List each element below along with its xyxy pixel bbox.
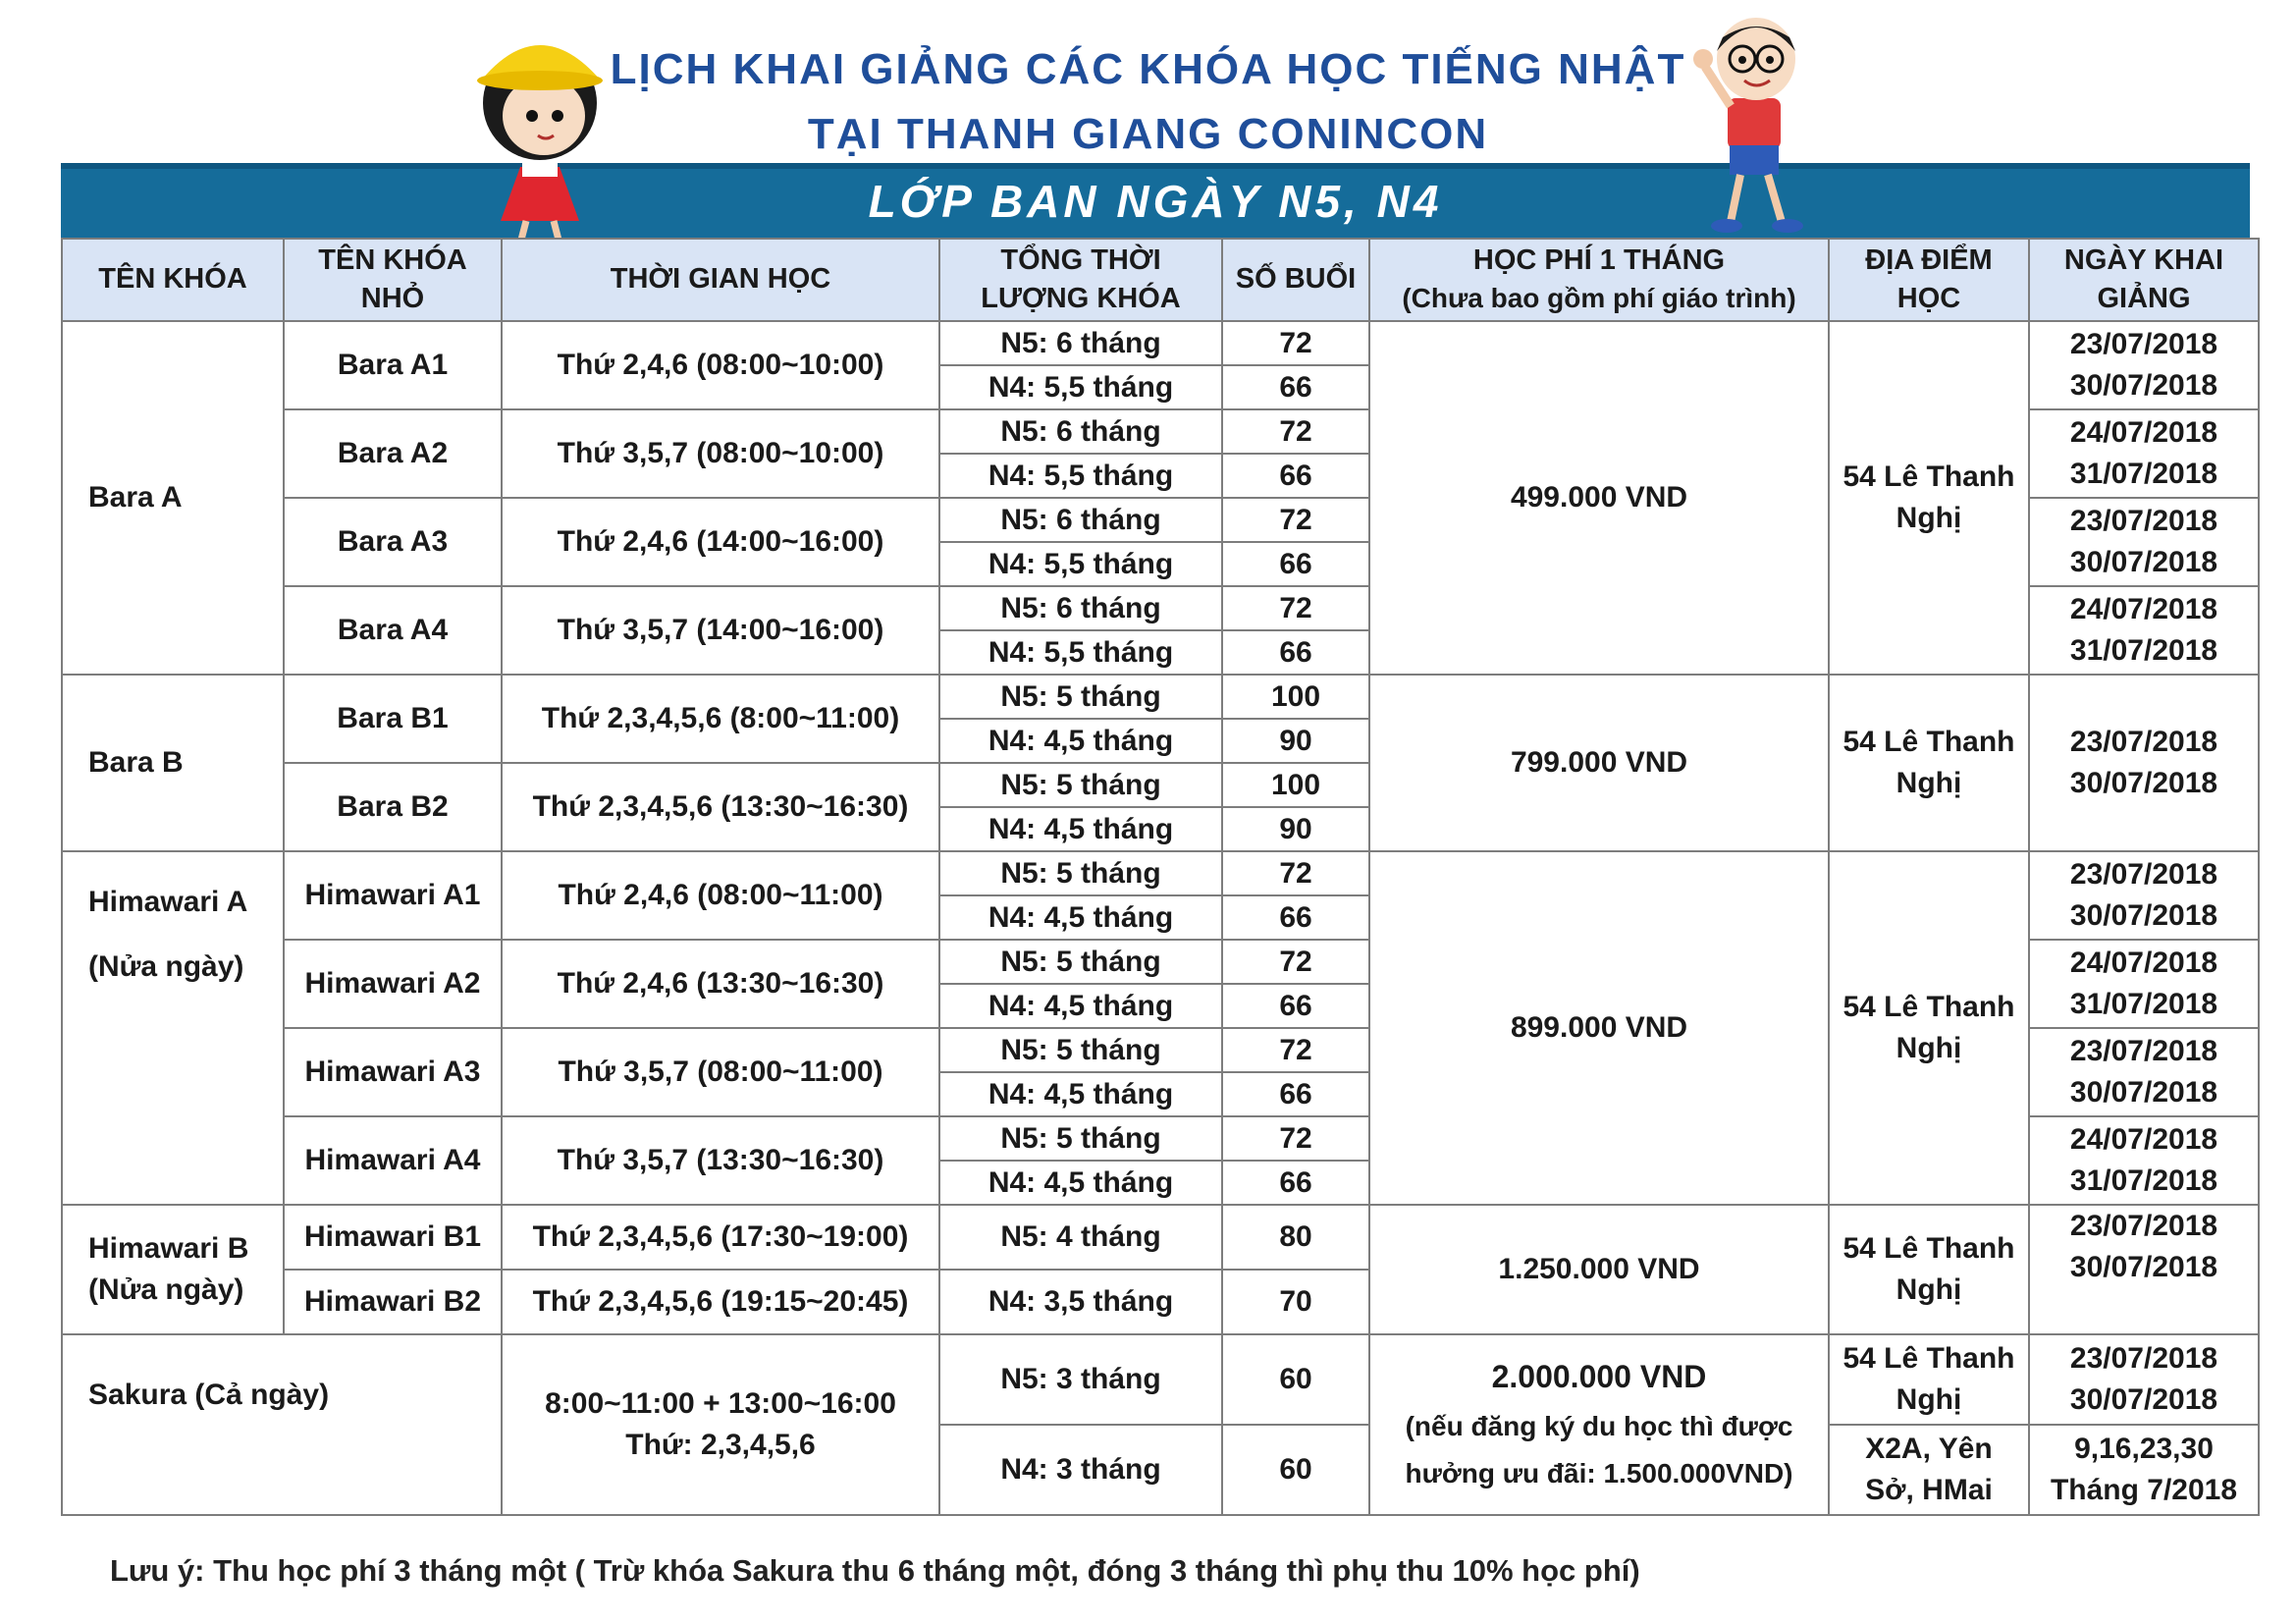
start-date: 24/07/2018 31/07/2018: [2029, 409, 2259, 498]
col-header-sessions: SỐ BUỔI: [1222, 239, 1369, 321]
section-banner: [61, 163, 2250, 238]
start-date: 23/07/2018 30/07/2018: [2029, 1028, 2259, 1116]
col-header-fee: HỌC PHÍ 1 THÁNG (Chưa bao gồm phí giáo trình): [1369, 239, 1829, 321]
class-name: Bara A1: [284, 321, 502, 409]
class-time: Thứ 2,3,4,5,6 (8:00~11:00): [502, 675, 939, 763]
duration: N4: 4,5 tháng: [939, 807, 1222, 851]
duration: N4: 4,5 tháng: [939, 984, 1222, 1028]
table-row: [62, 1334, 2259, 1425]
page-subtitle: TẠI THANH GIANG CONINCON: [807, 110, 1489, 158]
duration: N5: 5 tháng: [939, 851, 1222, 895]
sessions: 66: [1222, 984, 1369, 1028]
duration: N5: 5 tháng: [939, 1028, 1222, 1072]
fee: 1.250.000 VND: [1369, 1205, 1829, 1334]
col-header-duration: TỔNG THỜI LƯỢNG KHÓA: [939, 239, 1222, 321]
class-time: Thứ 2,3,4,5,6 (13:30~16:30): [502, 763, 939, 851]
sessions: 66: [1222, 1161, 1369, 1205]
table-row: [62, 675, 2259, 719]
course-name: Himawari B (Nửa ngày): [62, 1205, 284, 1334]
duration: N5: 5 tháng: [939, 763, 1222, 807]
duration: N4: 4,5 tháng: [939, 895, 1222, 940]
fee: 899.000 VND: [1369, 851, 1829, 1205]
start-date: 24/07/2018 31/07/2018: [2029, 940, 2259, 1028]
start-date: 24/07/2018 31/07/2018: [2029, 1116, 2259, 1205]
sessions: 60: [1222, 1334, 1369, 1425]
sessions: 72: [1222, 586, 1369, 630]
table-row: [62, 321, 2259, 365]
class-name: Himawari A2: [284, 940, 502, 1028]
class-time: Thứ 2,4,6 (08:00~11:00): [502, 851, 939, 940]
start-date: 23/07/2018 30/07/2018: [2029, 851, 2259, 940]
location: X2A, Yên Sở, HMai: [1829, 1425, 2029, 1515]
class-name: Bara A2: [284, 409, 502, 498]
start-date: 23/07/2018 30/07/2018: [2029, 498, 2259, 586]
girl-character-icon: [461, 20, 618, 245]
page-title: LỊCH KHAI GIẢNG CÁC KHÓA HỌC TIẾNG NHẬT: [610, 45, 1686, 93]
duration: N4: 5,5 tháng: [939, 542, 1222, 586]
col-header-start-date: NGÀY KHAI GIẢNG: [2029, 239, 2259, 321]
duration: N4: 4,5 tháng: [939, 1072, 1222, 1116]
class-name: Bara B1: [284, 675, 502, 763]
class-time: Thứ 2,4,6 (13:30~16:30): [502, 940, 939, 1028]
class-name: Himawari B2: [284, 1270, 502, 1334]
sessions: 66: [1222, 895, 1369, 940]
location: 54 Lê Thanh Nghị: [1829, 321, 2029, 675]
start-date: 23/07/2018 30/07/2018: [2029, 1334, 2259, 1425]
class-time: Thứ 2,4,6 (08:00~10:00): [502, 321, 939, 409]
boy-character-icon: [1683, 8, 1831, 239]
sessions: 72: [1222, 851, 1369, 895]
duration: N4: 4,5 tháng: [939, 1161, 1222, 1205]
class-name: Himawari B1: [284, 1205, 502, 1270]
duration: N5: 6 tháng: [939, 409, 1222, 454]
location: 54 Lê Thanh Nghị: [1829, 1334, 2029, 1425]
class-name: Himawari A4: [284, 1116, 502, 1205]
class-name: Himawari A1: [284, 851, 502, 940]
sessions: 66: [1222, 630, 1369, 675]
class-time: Thứ 3,5,7 (08:00~11:00): [502, 1028, 939, 1116]
duration: N5: 6 tháng: [939, 498, 1222, 542]
duration: N4: 4,5 tháng: [939, 719, 1222, 763]
duration: N5: 3 tháng: [939, 1334, 1222, 1425]
course-name: Bara B: [62, 675, 284, 851]
fee: 499.000 VND: [1369, 321, 1829, 675]
sessions: 90: [1222, 719, 1369, 763]
table-header-row: [62, 239, 2259, 321]
sessions: 72: [1222, 1028, 1369, 1072]
sessions: 100: [1222, 675, 1369, 719]
schedule-table: [61, 238, 2260, 1516]
class-time: Thứ 2,3,4,5,6 (19:15~20:45): [502, 1270, 939, 1334]
class-time: 8:00~11:00 + 13:00~16:00 Thứ: 2,3,4,5,6: [502, 1334, 939, 1515]
sessions: 72: [1222, 1116, 1369, 1161]
col-header-subcourse: TÊN KHÓA NHỎ: [284, 239, 502, 321]
duration: N5: 4 tháng: [939, 1205, 1222, 1270]
course-name: Bara A: [62, 321, 284, 675]
banner-title: LỚP BAN NGÀY N5, N4: [868, 176, 1443, 227]
location: 54 Lê Thanh Nghị: [1829, 675, 2029, 851]
sessions: 66: [1222, 365, 1369, 409]
fee: 799.000 VND: [1369, 675, 1829, 851]
sessions: 72: [1222, 498, 1369, 542]
location: 54 Lê Thanh Nghị: [1829, 851, 2029, 1205]
duration: N5: 5 tháng: [939, 940, 1222, 984]
duration: N4: 5,5 tháng: [939, 454, 1222, 498]
class-name: Bara A4: [284, 586, 502, 675]
col-header-time: THỜI GIAN HỌC: [502, 239, 939, 321]
duration: N5: 6 tháng: [939, 321, 1222, 365]
start-date: 23/07/2018 30/07/2018: [2029, 321, 2259, 409]
sessions: 66: [1222, 1072, 1369, 1116]
duration: N5: 5 tháng: [939, 675, 1222, 719]
sessions: 72: [1222, 321, 1369, 365]
start-date: 23/07/2018 30/07/2018: [2029, 675, 2259, 851]
duration: N4: 5,5 tháng: [939, 365, 1222, 409]
location: 54 Lê Thanh Nghị: [1829, 1205, 2029, 1334]
class-time: Thứ 3,5,7 (13:30~16:30): [502, 1116, 939, 1205]
class-time: Thứ 2,4,6 (14:00~16:00): [502, 498, 939, 586]
duration: N4: 3 tháng: [939, 1425, 1222, 1515]
course-name: Himawari A (Nửa ngày): [62, 851, 284, 1205]
sessions: 80: [1222, 1205, 1369, 1270]
duration: N5: 6 tháng: [939, 586, 1222, 630]
sessions: 72: [1222, 409, 1369, 454]
table-row: [62, 1205, 2259, 1270]
sessions: 60: [1222, 1425, 1369, 1515]
class-time: Thứ 3,5,7 (14:00~16:00): [502, 586, 939, 675]
footnote: Lưu ý: Thu học phí 3 tháng một ( Trừ khóa Sakura thu 6 tháng một, đóng 3 tháng thì phụ thu 10% học phí): [110, 1553, 1640, 1588]
class-name: Bara B2: [284, 763, 502, 851]
col-header-location: ĐỊA ĐIỂM HỌC: [1829, 239, 2029, 321]
start-date: 24/07/2018 31/07/2018: [2029, 586, 2259, 675]
start-date: 9,16,23,30 Tháng 7/2018: [2029, 1425, 2259, 1515]
class-name: Bara A3: [284, 498, 502, 586]
sessions: 70: [1222, 1270, 1369, 1334]
course-name: Sakura (Cả ngày): [62, 1334, 502, 1515]
class-name: Himawari A3: [284, 1028, 502, 1116]
duration: N4: 3,5 tháng: [939, 1270, 1222, 1334]
sessions: 100: [1222, 763, 1369, 807]
start-date: 23/07/2018 30/07/2018: [2029, 1205, 2259, 1334]
fee: 2.000.000 VND (nếu đăng ký du học thì được hưởng ưu đãi: 1.500.000VND): [1369, 1334, 1829, 1515]
duration: N4: 5,5 tháng: [939, 630, 1222, 675]
sessions: 66: [1222, 454, 1369, 498]
table-row: [62, 851, 2259, 895]
sessions: 72: [1222, 940, 1369, 984]
class-time: Thứ 2,3,4,5,6 (17:30~19:00): [502, 1205, 939, 1270]
class-time: Thứ 3,5,7 (08:00~10:00): [502, 409, 939, 498]
col-header-course: TÊN KHÓA: [62, 239, 284, 321]
sessions: 90: [1222, 807, 1369, 851]
duration: N5: 5 tháng: [939, 1116, 1222, 1161]
sessions: 66: [1222, 542, 1369, 586]
